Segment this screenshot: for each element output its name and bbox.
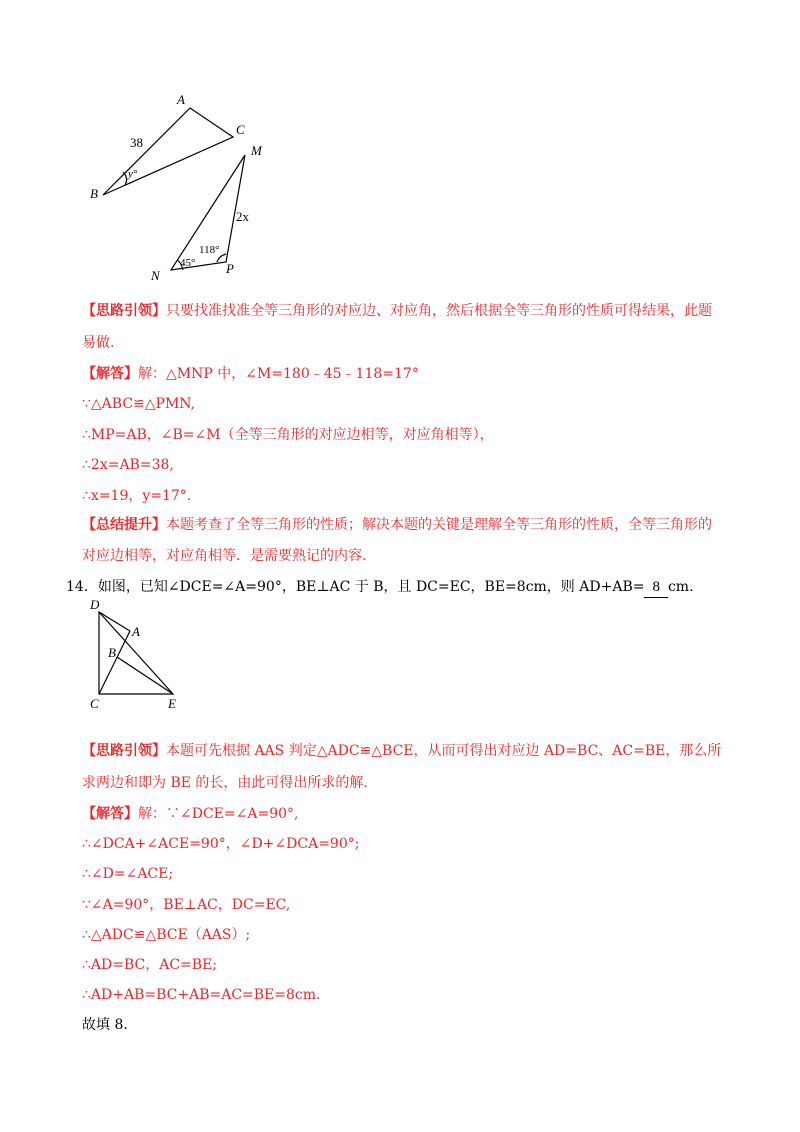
question-14: 14．如图，已知∠DCE=∠A=90°，BE⊥AC 于 B，且 DC=EC，BE=8cm，则 AD+AB= 8 cm.	[66, 577, 694, 598]
hint-14-line-1: 【思路引领】本题可先根据 AAS 判定△ADC≌△BCE，从而可得出对应边 AD=BC、AC=BE，那么所	[82, 743, 722, 759]
summary-line-2: 对应边相等，对应角相等．是需要熟记的内容.	[82, 548, 367, 564]
answer-14-tag: 【解答】	[82, 806, 138, 822]
label-b: B	[108, 645, 116, 660]
final-answer: 故填 8.	[82, 1017, 128, 1033]
hint-line-2: 易做.	[82, 335, 115, 351]
solution-14-step-5: ∴AD=BC，AC=BE;	[82, 957, 218, 973]
hint-line-1: 【思路引领】只要找准找准全等三角形的对应边、对应角，然后根据全等三角形的性质可得结果，此题	[82, 303, 712, 319]
label-c: C	[236, 122, 245, 137]
answer-tag: 【解答】	[82, 366, 138, 382]
segment-da	[99, 612, 130, 631]
label-d: D	[90, 597, 100, 612]
hint-tag: 【思路引领】	[82, 303, 166, 319]
answer-14-line-1: 【解答】解：∵∠DCE=∠A=90°,	[82, 806, 299, 822]
label-p: P	[226, 261, 234, 276]
label-e: E	[168, 696, 176, 711]
label-side-ab: 38	[130, 135, 143, 150]
solution-step-4: ∴x=19，y=17°.	[82, 488, 192, 504]
solution-14-step-3: ∵∠A=90°，BE⊥AC，DC=EC,	[82, 897, 291, 913]
label-b: B	[90, 186, 98, 201]
label-angle-n: 45°	[180, 257, 196, 269]
answer-blank: 8	[644, 577, 668, 598]
solution-14-step-6: ∴AD+AB=BC+AB=AC=BE=8cm.	[82, 987, 321, 1003]
solution-14-step-4: ∴△ADC≌△BCE（AAS）;	[82, 927, 251, 943]
solution-step-2: ∴MP=AB，∠B=∠M（全等三角形的对应边相等，对应角相等），	[82, 427, 494, 443]
summary-line-1: 【总结提升】本题考查了全等三角形的性质；解决本题的关键是理解全等三角形的性质，全等三角形的	[82, 517, 712, 533]
congruent-triangles-figure	[85, 90, 285, 290]
label-a: A	[177, 92, 185, 107]
label-n: N	[151, 268, 160, 283]
label-side-mp: 2x	[236, 209, 249, 224]
solution-step-3: ∴2x=AB=38,	[82, 457, 174, 473]
right-triangle-figure	[82, 594, 192, 714]
label-c: C	[90, 696, 99, 711]
label-m: M	[251, 143, 262, 158]
hint-14-tag: 【思路引领】	[82, 743, 166, 759]
label-angle-b: y°	[128, 168, 138, 180]
answer-line-1: 【解答】解：△MNP 中，∠M=180﹣45﹣118=17°	[82, 366, 419, 382]
label-angle-p: 118°	[199, 244, 220, 256]
hint-14-line-2: 求两边和即为 BE 的长，由此可得出所求的解.	[82, 775, 368, 791]
solution-14-step-1: ∴∠DCA+∠ACE=90°，∠D+∠DCA=90°;	[82, 836, 360, 852]
triangle-abc	[103, 108, 233, 195]
summary-tag: 【总结提升】	[82, 517, 166, 533]
solution-14-step-2: ∴∠D=∠ACE;	[82, 866, 174, 882]
label-a: A	[132, 624, 140, 639]
solution-step-1: ∵△ABC≌△PMN,	[82, 396, 196, 412]
